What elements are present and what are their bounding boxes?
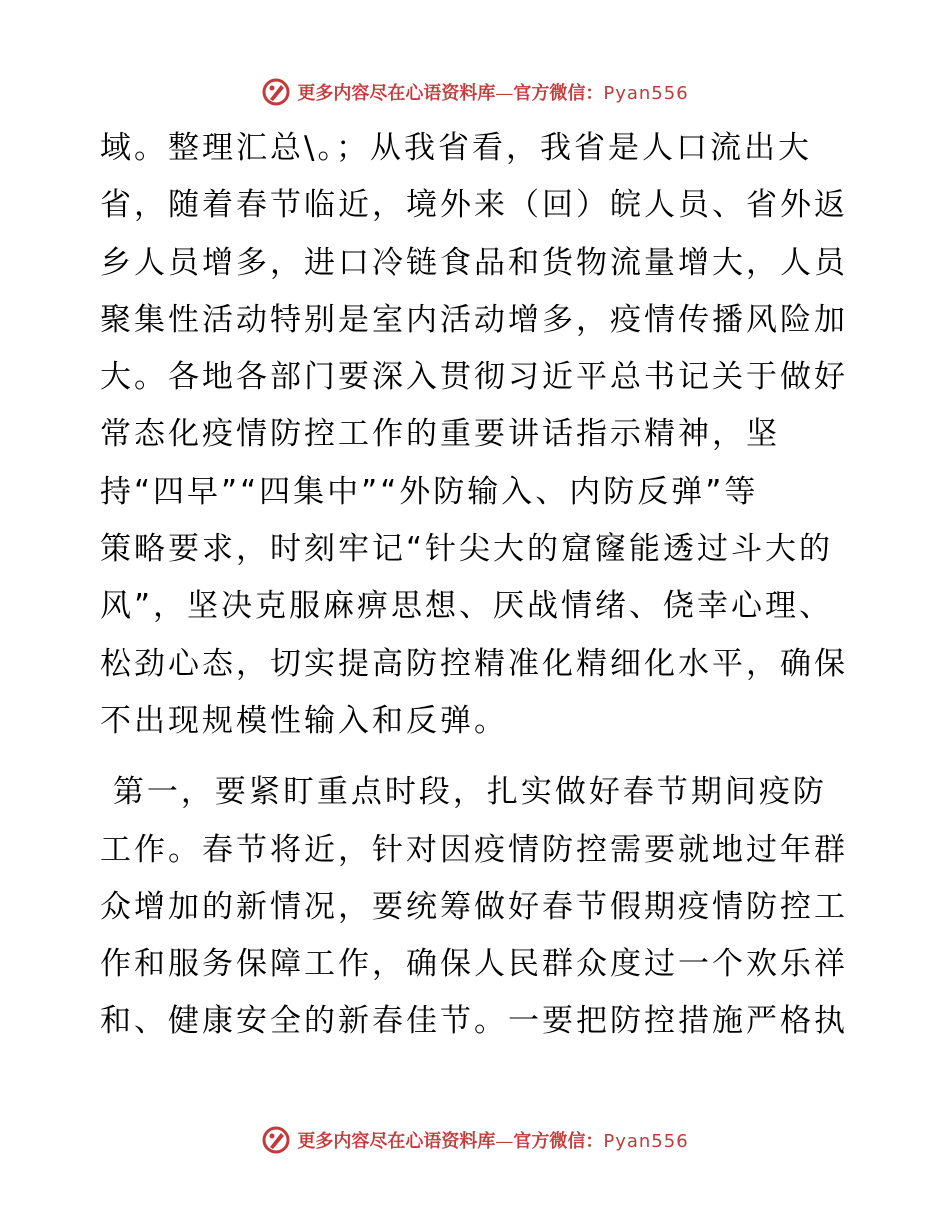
footer-wechat-label: 官方微信： — [513, 1131, 604, 1152]
text-line: 域。整理汇总\。；从我省看，我省是人口流出大 — [100, 130, 812, 166]
brand-logo-icon — [261, 1125, 291, 1155]
text-line: 持“四早”“四集中”“外防输入、内防反弹”等 — [100, 473, 759, 510]
text-line: 和、健康安全的新春佳节。一要把防控措施严格执 — [100, 1003, 848, 1040]
header-brand: 更多内容尽在心语资料库 — [297, 83, 496, 104]
paragraph — [100, 764, 852, 1050]
footer-wechat-id: Pyan556 — [603, 1131, 689, 1152]
header-wechat-label: 官方微信： — [513, 83, 604, 104]
text-line: 聚集性活动特别是室内活动增多，疫情传播风险加 — [100, 301, 848, 338]
text-line: 第一，要紧盯重点时段，扎实做好春节期间疫防 — [100, 774, 827, 811]
footer-text — [297, 1127, 688, 1153]
text-line: 策略要求，时刻牢记“针尖大的窟窿能透过斗大的 — [100, 531, 834, 568]
header-separator: — — [495, 83, 514, 104]
text-line: 大。各地各部门要深入贯彻习近平总书记关于做好 — [100, 359, 848, 396]
footer-banner — [0, 1120, 950, 1160]
footer-brand: 更多内容尽在心语资料库 — [297, 1131, 496, 1152]
text-line: 作和服务保障工作，确保人民群众度过一个欢乐祥 — [100, 946, 848, 983]
text-line: 省，随着春节临近，境外来（回）皖人员、省外返 — [100, 187, 848, 224]
text-line: 松劲心态，切实提高防控精准化精细化水平，确保 — [100, 645, 848, 682]
header-banner — [0, 72, 950, 112]
document-body — [100, 120, 852, 1051]
text-line: 乡人员增多，进口冷链食品和货物流量增大，人员 — [100, 244, 848, 281]
paragraph — [100, 120, 852, 750]
header-text — [297, 79, 688, 105]
paragraph-gap — [100, 750, 852, 764]
header-wechat-id: Pyan556 — [603, 83, 689, 104]
footer-separator: — — [495, 1131, 514, 1152]
text-line: 众增加的新情况，要统筹做好春节假期疫情防控工 — [100, 888, 848, 925]
text-line: 工作。春节将近，针对因疫情防控需要就地过年群 — [100, 831, 848, 868]
text-line: 常态化疫情防控工作的重要讲话指示精神，坚 — [100, 416, 780, 453]
brand-logo-icon — [261, 77, 291, 107]
text-line: 不出现规模性输入和反弹。 — [100, 702, 508, 739]
text-line: 风”，坚决克服麻痹思想、厌战情绪、侥幸心理、 — [100, 588, 834, 625]
